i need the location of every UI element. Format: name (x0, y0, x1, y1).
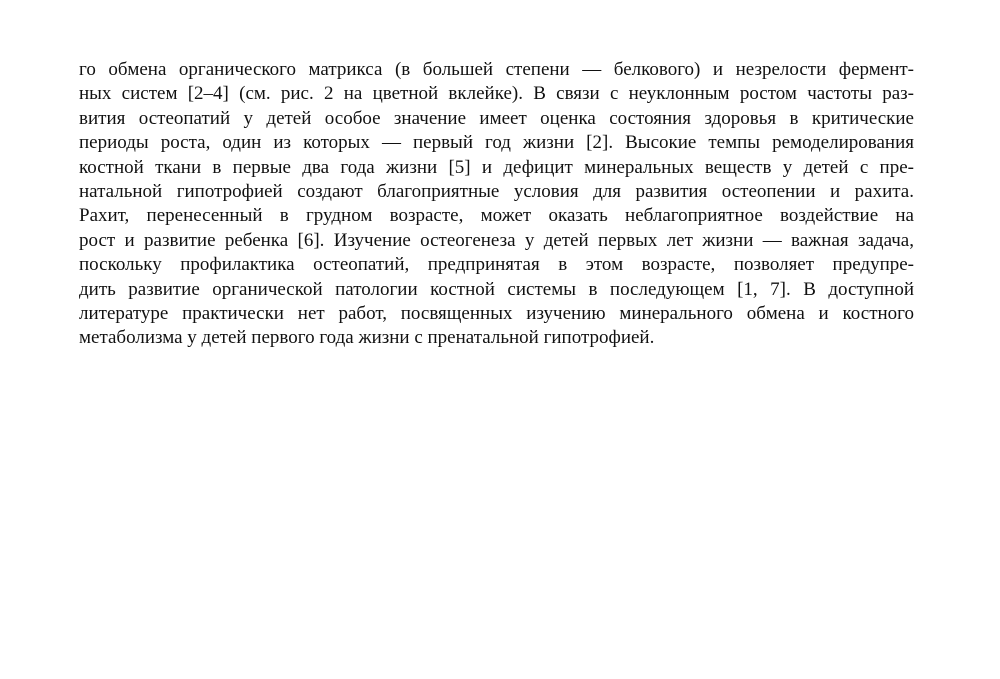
text-line: ных систем [2–4] (см. рис. 2 на цветной вклейке). В связи с неуклонным ростом частоты раз- (79, 83, 914, 105)
text-line: дить развитие органической патологии костной системы в последующем [1, 7]. В доступной (79, 278, 914, 300)
text-line: го обмена органического матрикса (в большей степени — белкового) и незрелости фермент- (79, 59, 914, 80)
text-line: костной ткани в первые два года жизни [5] и дефицит минеральных веществ у детей с пре- (79, 156, 914, 178)
text-line: поскольку профилактика остеопатий, предпринятая в этом возрасте, позволяет предупре- (79, 254, 914, 276)
text-line: рост и развитие ребенка [6]. Изучение остеогенеза у детей первых лет жизни — важная задача, (79, 229, 914, 251)
body-paragraph (79, 58, 914, 351)
text-line: периоды роста, один из которых — первый год жизни [2]. Высокие темпы ремоделирования (79, 132, 914, 154)
text-line: Рахит, перенесенный в грудном возрасте, может оказать неблагоприятное воздействие на (79, 205, 914, 227)
text-line: литературе практически нет работ, посвященных изучению минерального обмена и костного (79, 302, 914, 324)
text-line: натальной гипотрофией создают благоприятные условия для развития остеопении и рахита. (79, 180, 914, 202)
text-line: метаболизма у детей первого года жизни с пренатальной гипотрофией. (79, 327, 655, 349)
text-line: вития остеопатий у детей особое значение имеет оценка состояния здоровья в критические (79, 107, 914, 129)
